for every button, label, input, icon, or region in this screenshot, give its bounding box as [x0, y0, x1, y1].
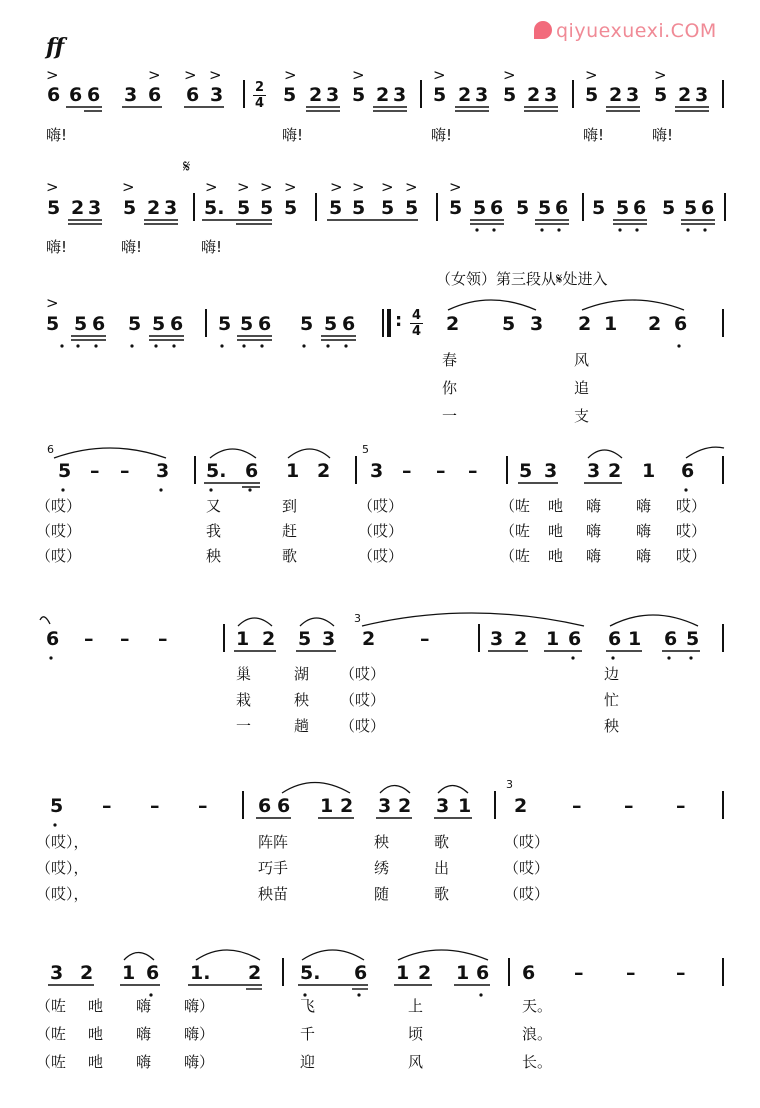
note: 3	[210, 84, 224, 106]
lyric: 到	[282, 497, 298, 515]
note: 6	[354, 962, 368, 984]
accent-mark: >	[503, 66, 516, 84]
grace-note: 3	[506, 778, 513, 791]
note: 1	[628, 628, 642, 650]
note: 5	[405, 197, 419, 219]
note: –	[676, 795, 686, 817]
note: 2	[608, 460, 622, 482]
lyric: 支	[574, 407, 590, 425]
accent-mark: >	[381, 178, 394, 196]
accent-mark: >	[184, 66, 197, 84]
lyric: 迎	[300, 1053, 316, 1071]
note: 5	[538, 197, 552, 219]
note: 5	[654, 84, 668, 106]
lyric: 嗨!	[431, 126, 453, 144]
lyric: 歌	[282, 547, 298, 565]
note: 1.	[190, 962, 211, 984]
lyric: 一	[442, 407, 458, 425]
note: 3	[544, 460, 558, 482]
note: 6	[476, 962, 490, 984]
note: 6	[146, 962, 160, 984]
note: 1	[458, 795, 472, 817]
note: 5	[352, 84, 366, 106]
lyric: 嗨	[636, 497, 652, 515]
note: –	[120, 628, 130, 650]
lyric: （哎）	[36, 547, 82, 565]
note: 6	[608, 628, 622, 650]
lyric: 你	[442, 379, 458, 397]
grace-note: 3	[354, 612, 361, 625]
accent-mark: >	[46, 294, 59, 312]
note: 6	[664, 628, 678, 650]
lyric: 巢	[236, 665, 252, 683]
accent-mark: >	[46, 178, 59, 196]
note: 6	[681, 460, 695, 482]
note: –	[198, 795, 208, 817]
lyric: 嗨!	[201, 238, 223, 256]
lyric: （哎）	[36, 497, 82, 515]
lyric: 飞	[300, 997, 316, 1015]
grace-note: 6	[47, 443, 54, 456]
note: –	[120, 460, 130, 482]
note: 1	[122, 962, 136, 984]
note: 3	[695, 84, 709, 106]
accent-mark: >	[352, 178, 365, 196]
lyric: 上	[408, 997, 424, 1015]
lyric: 嗨!	[46, 126, 68, 144]
lyric: 歌	[434, 833, 450, 851]
note: 3	[436, 795, 450, 817]
note: 6	[342, 313, 356, 335]
lyric: 嗨）	[184, 997, 215, 1015]
note: 5	[283, 84, 297, 106]
note: 2	[248, 962, 262, 984]
note: 1	[396, 962, 410, 984]
accent-mark: >	[148, 66, 161, 84]
note: 5	[662, 197, 676, 219]
note: –	[102, 795, 112, 817]
note: 5	[298, 628, 312, 650]
note: 5.	[206, 460, 227, 482]
note: 6	[674, 313, 688, 335]
note: 1	[546, 628, 560, 650]
note: 5.	[204, 197, 225, 219]
watermark: qiyuexuexi.COM	[534, 20, 717, 42]
note: 6	[170, 313, 184, 335]
note: 3	[490, 628, 504, 650]
note: 1	[642, 460, 656, 482]
lyric: 嗨	[136, 1025, 152, 1043]
note: 5	[352, 197, 366, 219]
note: 2	[376, 84, 390, 106]
time-signature: 4 4	[411, 308, 422, 339]
lyric: 嗨）	[184, 1025, 215, 1043]
lyric: 哎）	[676, 547, 707, 565]
lyric: 又	[206, 497, 222, 515]
lyric: 嗨	[586, 522, 602, 540]
note: 2	[418, 962, 432, 984]
note: 3	[124, 84, 138, 106]
note: 5	[46, 313, 60, 335]
note: 3	[475, 84, 489, 106]
lyric: （哎）	[358, 522, 404, 540]
lyric: （哎）	[358, 497, 404, 515]
note: 6	[69, 84, 83, 106]
note: 5	[152, 313, 166, 335]
lyric: 风	[408, 1053, 424, 1071]
note: 6	[258, 313, 272, 335]
lyric: 嗨）	[184, 1053, 215, 1071]
note: 3	[50, 962, 64, 984]
note: 6	[701, 197, 715, 219]
note: 5	[240, 313, 254, 335]
lyric: 边	[604, 665, 620, 683]
lyric: （哎），	[36, 885, 89, 903]
lyric: 嗨	[136, 1053, 152, 1071]
accent-mark: >	[654, 66, 667, 84]
lyric: （咗	[36, 997, 67, 1015]
lyric: 湖	[294, 665, 310, 683]
lyric: 赶	[282, 522, 298, 540]
lyric: （哎）	[358, 547, 404, 565]
note: 2	[398, 795, 412, 817]
lyric: 追	[574, 379, 590, 397]
lyric: 哎）	[676, 522, 707, 540]
note: 5.	[300, 962, 321, 984]
note: 2	[514, 795, 528, 817]
note: 5	[449, 197, 463, 219]
lyric: 天。	[522, 997, 553, 1015]
lyric: 嗨	[586, 547, 602, 565]
accent-mark: >	[284, 66, 297, 84]
note: 2	[309, 84, 323, 106]
accent-mark: >	[585, 66, 598, 84]
note: 2	[446, 313, 460, 335]
note: 5	[284, 197, 298, 219]
note: 2	[458, 84, 472, 106]
note: –	[436, 460, 446, 482]
octave-dots	[49, 228, 706, 996]
note: 5	[473, 197, 487, 219]
note: 2	[262, 628, 276, 650]
lyric: 嗨	[636, 547, 652, 565]
slurs	[40, 300, 724, 960]
note: 1	[286, 460, 300, 482]
note: 5	[123, 197, 137, 219]
note: 6	[87, 84, 101, 106]
note: –	[90, 460, 100, 482]
note: 5	[686, 628, 700, 650]
note: –	[624, 795, 634, 817]
note: 3	[378, 795, 392, 817]
accent-mark: >	[237, 178, 250, 196]
accent-mark: >	[449, 178, 462, 196]
lyric: 哎）	[676, 497, 707, 515]
note: 2	[71, 197, 85, 219]
lyric: 顷	[408, 1025, 424, 1043]
note: –	[572, 795, 582, 817]
note: 6	[258, 795, 272, 817]
lyric: 吔	[548, 497, 564, 515]
note: 3	[587, 460, 601, 482]
note: –	[468, 460, 478, 482]
note: 2	[609, 84, 623, 106]
lyric: 趟	[294, 717, 310, 735]
note: 6	[277, 795, 291, 817]
lyric: 嗨	[136, 997, 152, 1015]
note: 5	[684, 197, 698, 219]
note: 3	[322, 628, 336, 650]
note: 5	[58, 460, 72, 482]
lyric: （哎）	[504, 859, 550, 877]
lyric: 嗨	[586, 497, 602, 515]
note: 6	[47, 84, 61, 106]
lyric: （哎）	[340, 691, 386, 709]
lyric: 随	[374, 885, 390, 903]
note: 5	[74, 313, 88, 335]
lyric: 我	[206, 522, 222, 540]
note: 1	[456, 962, 470, 984]
lyric: 长。	[522, 1053, 553, 1071]
lyric: （哎）	[504, 833, 550, 851]
lyric: 歌	[434, 885, 450, 903]
note: 5	[592, 197, 606, 219]
note: 3	[370, 460, 384, 482]
accent-mark: >	[433, 66, 446, 84]
note: 5	[519, 460, 533, 482]
dynamic-marking: ff	[46, 34, 65, 60]
note: 6	[522, 962, 536, 984]
lyric: 风	[574, 351, 590, 369]
note: 2	[648, 313, 662, 335]
note: 5	[585, 84, 599, 106]
lyric: 春	[442, 351, 458, 369]
grace-note: 5	[362, 443, 369, 456]
note: 5	[616, 197, 630, 219]
note: 6	[92, 313, 106, 335]
note: 2	[514, 628, 528, 650]
lyric: 出	[434, 859, 450, 877]
lyric: 一	[236, 717, 252, 735]
note: 5	[128, 313, 142, 335]
accent-mark: >	[205, 178, 218, 196]
note: 5	[47, 197, 61, 219]
lyric: 嗨!	[282, 126, 304, 144]
lyric: 吔	[88, 1025, 104, 1043]
accent-mark: >	[260, 178, 273, 196]
note: 2	[80, 962, 94, 984]
note: 5	[300, 313, 314, 335]
note: 2	[147, 197, 161, 219]
note: 5	[237, 197, 251, 219]
lyric: （咗	[500, 497, 531, 515]
lyric: （哎）	[504, 885, 550, 903]
note: –	[84, 628, 94, 650]
lyric: （哎）	[36, 522, 82, 540]
lyric: （哎）	[340, 665, 386, 683]
lyric: 嗨!	[583, 126, 605, 144]
accent-mark: >	[405, 178, 418, 196]
note: 6	[186, 84, 200, 106]
note: 2	[527, 84, 541, 106]
note: 5	[516, 197, 530, 219]
lyric: 千	[300, 1025, 316, 1043]
lyric: （咗	[500, 547, 531, 565]
lyric: 绣	[374, 859, 390, 877]
lyric: 秧	[294, 691, 310, 709]
lyric: 嗨	[636, 522, 652, 540]
lyric: （咗	[36, 1053, 67, 1071]
note: 3	[393, 84, 407, 106]
note: 5	[50, 795, 64, 817]
lyric: 嗨!	[121, 238, 143, 256]
note: 5	[329, 197, 343, 219]
lyric: 嗨!	[652, 126, 674, 144]
accent-mark: >	[352, 66, 365, 84]
note: 1	[320, 795, 334, 817]
note: 3	[530, 313, 544, 335]
time-signature: 2 4	[254, 80, 265, 111]
note: –	[676, 962, 686, 984]
note: 6	[490, 197, 504, 219]
lyric: 吔	[548, 547, 564, 565]
note: 6	[148, 84, 162, 106]
note: 5	[324, 313, 338, 335]
lyric: （哎），	[36, 859, 89, 877]
note: 3	[326, 84, 340, 106]
rhythm-underlines	[48, 107, 715, 989]
lyric: 忙	[604, 691, 620, 709]
lyric: 阵阵	[258, 833, 289, 851]
lyric: 秧	[374, 833, 390, 851]
lyric: 吔	[88, 997, 104, 1015]
lyric: 浪。	[522, 1025, 553, 1043]
lyric: （咗	[500, 522, 531, 540]
accent-mark: >	[209, 66, 222, 84]
note: 1	[236, 628, 250, 650]
accent-mark: >	[330, 178, 343, 196]
note: –	[574, 962, 584, 984]
lyric: （咗	[36, 1025, 67, 1043]
note: 3	[156, 460, 170, 482]
lyric: 秧	[206, 547, 222, 565]
lyric: （哎），	[36, 833, 89, 851]
note: 3	[544, 84, 558, 106]
note: –	[420, 628, 430, 650]
section-caption: （女领）第三段从𝄋处进入	[436, 270, 608, 288]
lyric: 巧手	[258, 859, 289, 877]
note: 2	[578, 313, 592, 335]
note: 5	[260, 197, 274, 219]
note: 6	[245, 460, 259, 482]
note: 6	[568, 628, 582, 650]
lyric: 栽	[236, 691, 252, 709]
note: –	[150, 795, 160, 817]
note: 6	[633, 197, 647, 219]
accent-mark: >	[122, 178, 135, 196]
note: 5	[503, 84, 517, 106]
note: 3	[626, 84, 640, 106]
note: 5	[433, 84, 447, 106]
note: 6	[555, 197, 569, 219]
note: 3	[164, 197, 178, 219]
lyric: 吔	[88, 1053, 104, 1071]
repeat-dots-icon: :	[395, 310, 403, 331]
note: 2	[317, 460, 331, 482]
note: 5	[381, 197, 395, 219]
lyric: 秧	[604, 717, 620, 735]
accent-mark: >	[46, 66, 59, 84]
note: 2	[362, 628, 376, 650]
accent-mark: >	[284, 178, 297, 196]
note: –	[158, 628, 168, 650]
note: 3	[88, 197, 102, 219]
note: 5	[502, 313, 516, 335]
lyric: （哎）	[340, 717, 386, 735]
lyric: 吔	[548, 522, 564, 540]
note: 5	[218, 313, 232, 335]
note: 2	[678, 84, 692, 106]
lyric: 秧苗	[258, 885, 289, 903]
note: –	[626, 962, 636, 984]
note: 1	[604, 313, 618, 335]
note: 2	[340, 795, 354, 817]
lyric: 嗨!	[46, 238, 68, 256]
segno-icon: 𝄋	[183, 157, 191, 177]
note: 6	[46, 628, 60, 650]
note: –	[402, 460, 412, 482]
